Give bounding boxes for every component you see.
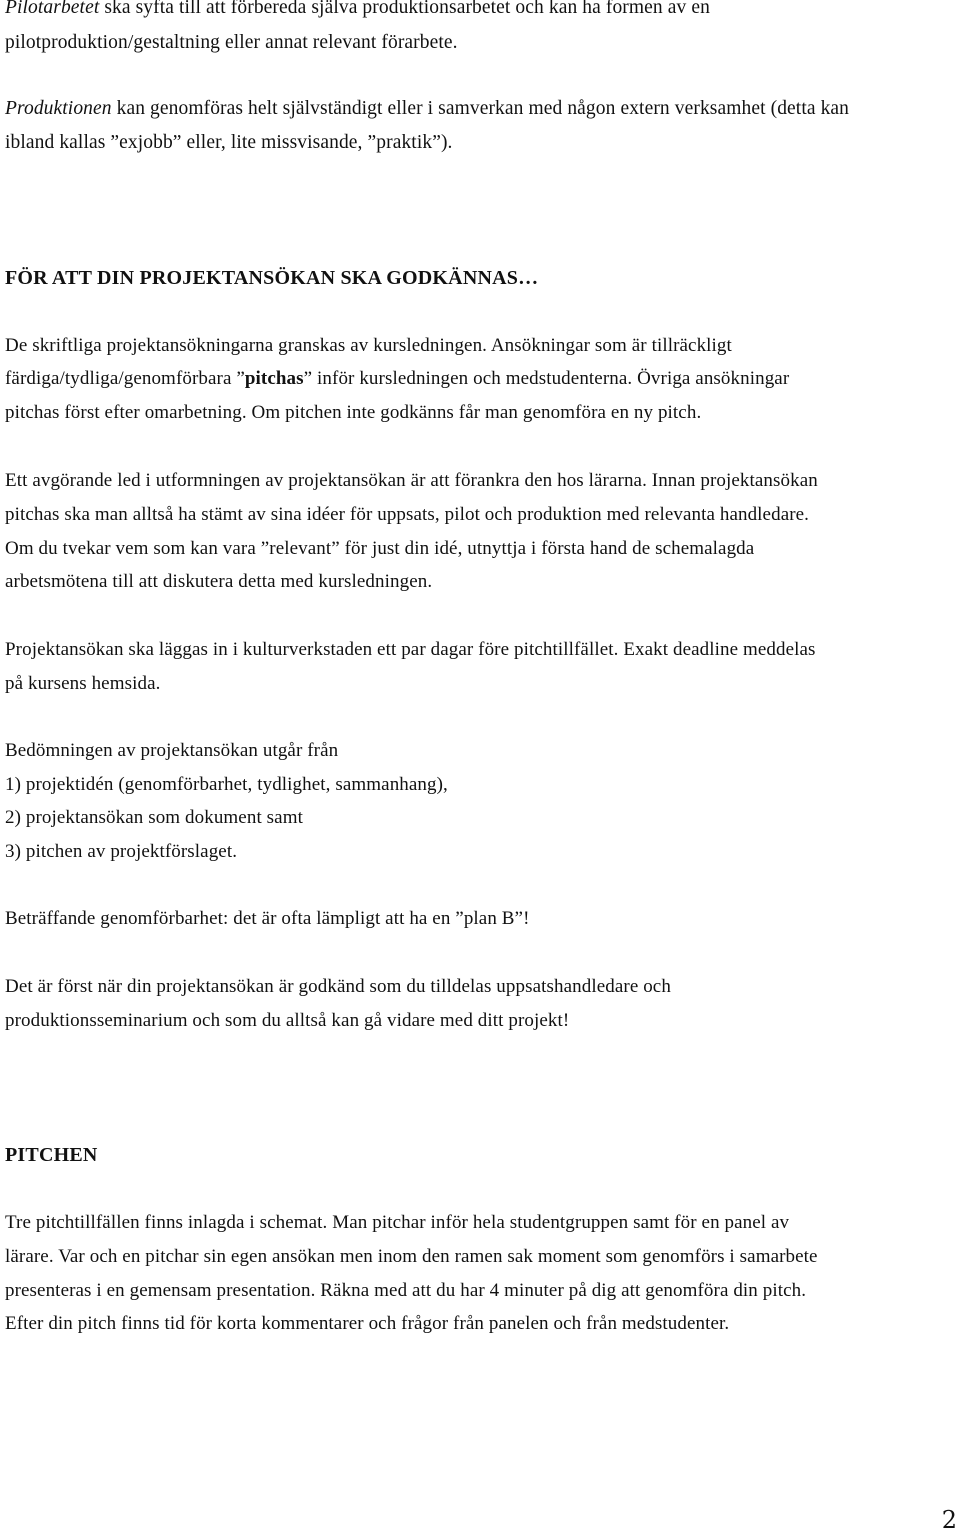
term-produktionen: Produktionen <box>5 98 112 119</box>
s1-p1-line-3: pitchas först efter omarbetning. Om pitchen inte godkänns får man genomföra en ny pitch. <box>5 402 702 423</box>
intro-line-3 <box>5 97 849 121</box>
section-heading-godkannas: FÖR ATT DIN PROJEKTANSÖKAN SKA GODKÄNNAS… <box>5 267 539 289</box>
s1-p2-line-1: Ett avgörande led i utformningen av projektansökan är att förankra den hos lärarna. Innan projektansökan <box>5 470 818 491</box>
s1-p1-line-2-after: ” inför kursledningen och medstudenterna. Övriga ansökningar <box>303 368 790 389</box>
intro-line-1-text: ska syfta till att förbereda själva produktionsarbetet och kan ha formen av en <box>99 0 710 18</box>
s1-p2-line-2: pitchas ska man alltså ha stämt av sina idéer för uppsats, pilot och produktion med relevanta handledare. <box>5 504 810 525</box>
s1-p6-line-2: produktionsseminarium och som du alltså kan gå vidare med ditt projekt! <box>5 1010 570 1031</box>
s1-p3-line-2: på kursens hemsida. <box>5 673 161 694</box>
s1-p1-line-2 <box>5 367 789 391</box>
assessment-item-3: 3) pitchen av projektförslaget. <box>5 841 238 862</box>
s1-p2-line-4: arbetsmötena till att diskutera detta med kursledningen. <box>5 571 433 592</box>
s2-p1-line-1: Tre pitchtillfällen finns inlagda i schemat. Man pitchar inför hela studentgruppen samt för en panel av <box>5 1212 790 1233</box>
assessment-item-1: 1) projektidén (genomförbarhet, tydlighet, sammanhang), <box>5 774 448 795</box>
s1-p3-line-1: Projektansökan ska läggas in i kulturverkstaden ett par dagar före pitchtillfället. Exakt deadline meddelas <box>5 639 816 660</box>
assessment-item-2: 2) projektansökan som dokument samt <box>5 807 303 828</box>
intro-line-1 <box>5 0 710 20</box>
page-number: 2 <box>941 1506 957 1534</box>
s2-p1-line-2: lärare. Var och en pitchar sin egen ansökan men inom den ramen sak moment som genomförs i samarbete <box>5 1246 818 1267</box>
s1-p4-line-1: Bedömningen av projektansökan utgår från <box>5 740 339 761</box>
s1-p1-line-2-before: färdiga/tydliga/genomförbara ” <box>5 368 245 389</box>
s1-p6-line-1: Det är först när din projektansökan är godkänd som du tilldelas uppsatshandledare och <box>5 976 671 997</box>
section-heading-pitchen: PITCHEN <box>5 1144 98 1166</box>
s1-p1-line-1: De skriftliga projektansökningarna granskas av kursledningen. Ansökningar som är tillräckligt <box>5 335 732 356</box>
term-pitchas: pitchas <box>244 368 304 389</box>
intro-line-4: ibland kallas ”exjobb” eller, lite missvisande, ”praktik”). <box>5 132 453 153</box>
s2-p1-line-3: presenteras i en gemensam presentation. Räkna med att du har 4 minuter på dig att genomföra din pitch. <box>5 1280 807 1301</box>
term-pilotarbetet: Pilotarbetet <box>5 0 100 18</box>
s1-p2-line-3: Om du tvekar vem som kan vara ”relevant” för just din idé, utnyttja i första hand de schemalagda <box>5 538 755 559</box>
s1-p5: Beträffande genomförbarhet: det är ofta lämpligt att ha en ”plan B”! <box>5 908 530 929</box>
s2-p1-line-4: Efter din pitch finns tid för korta kommentarer och frågor från panelen och från medstudenter. <box>5 1313 730 1334</box>
intro-line-3-text: kan genomföras helt självständigt eller i samverkan med någon extern verksamhet (detta kan <box>111 98 850 119</box>
intro-line-2: pilotproduktion/gestaltning eller annat relevant förarbete. <box>5 32 458 53</box>
